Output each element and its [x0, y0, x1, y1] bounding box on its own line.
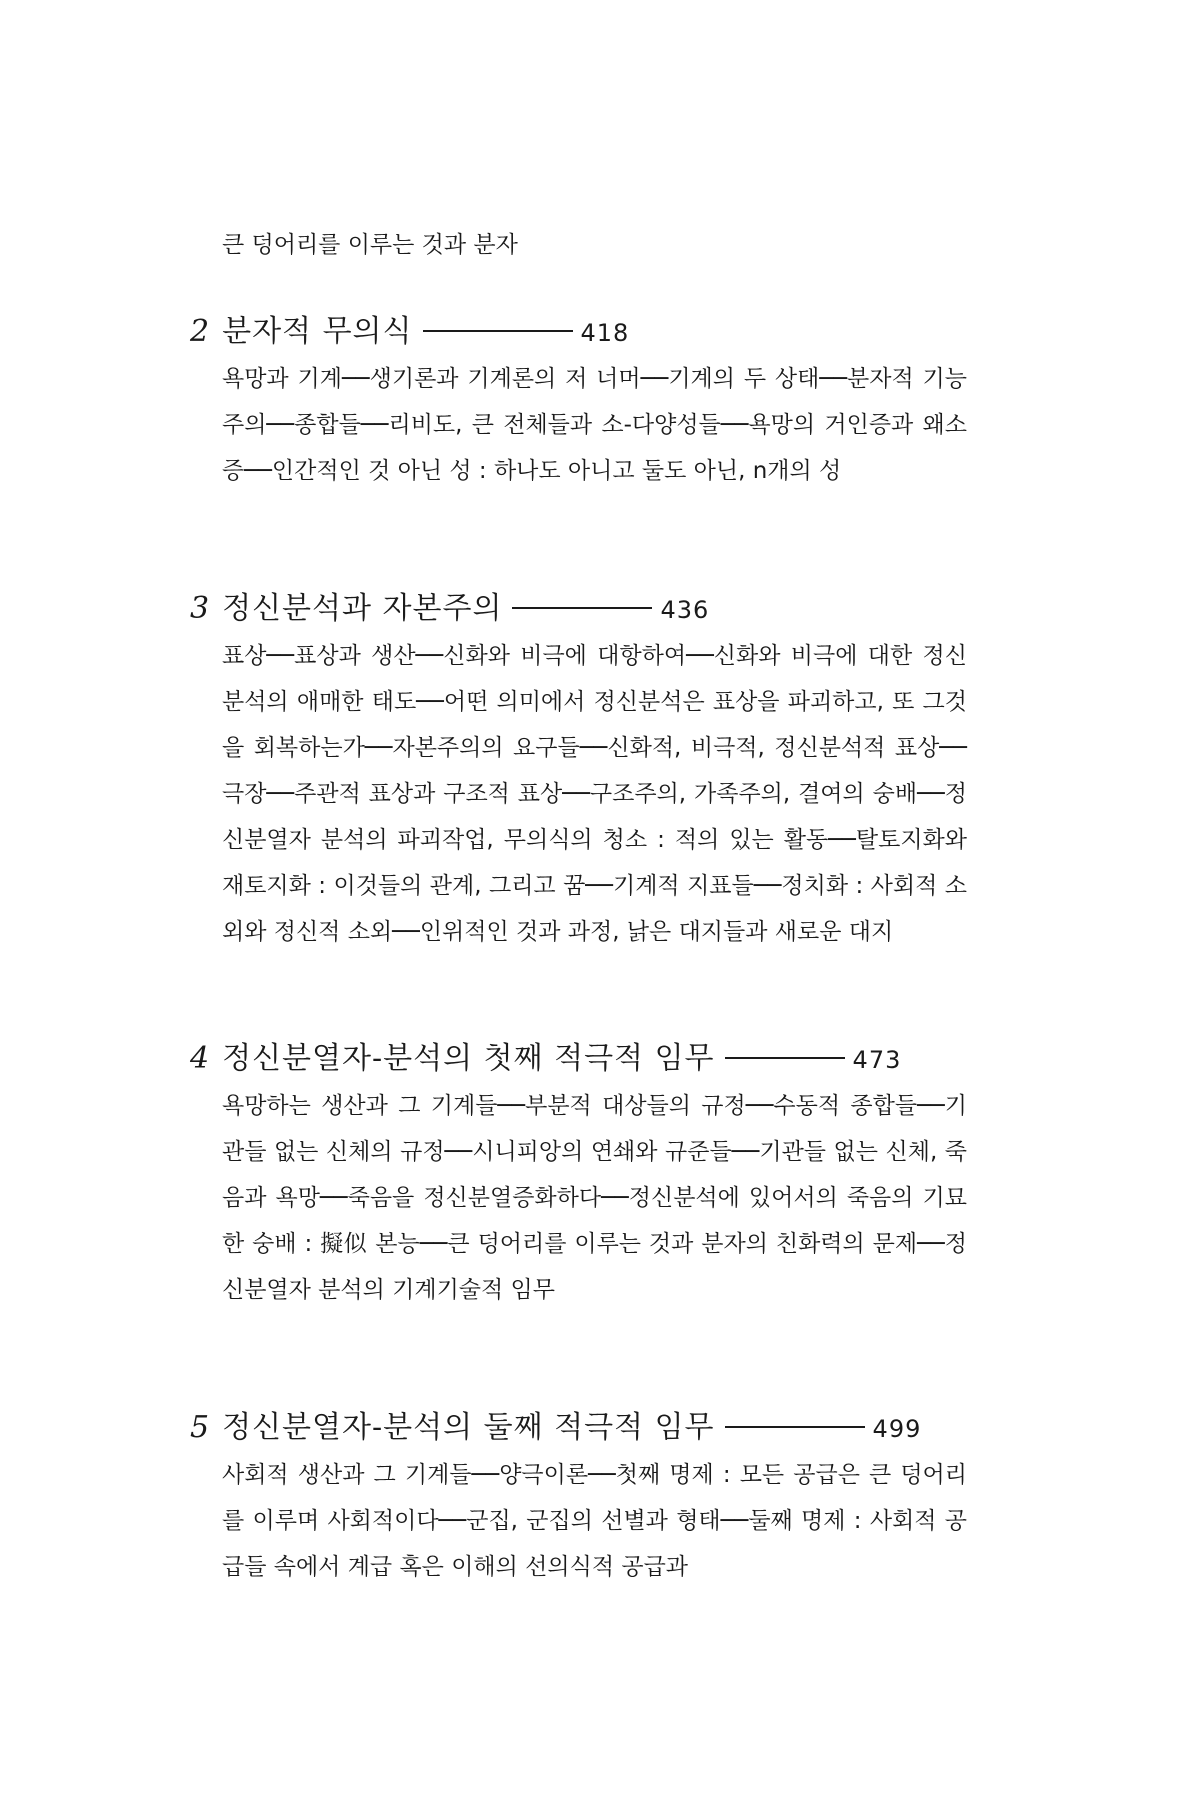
section-number: 3 [190, 591, 211, 626]
section-page-number: 473 [852, 1046, 902, 1074]
toc-section-2 [190, 308, 970, 494]
section-title: 정신분열자-분석의 첫째 적극적 임무 [222, 1041, 715, 1076]
section-heading [190, 1035, 970, 1083]
section-summary: 욕망하는 생산과 그 기계들──부분적 대상들의 규정──수동적 종합들──기관들 없는 신체의 규정──시니피앙의 연쇄와 규준들──기관들 없는 신체, 죽음과 욕망──죽음을 정신분열증화하다──정신분석에 있어서의 죽음의 기묘한 숭배 : 擬似 본능──큰 덩어리를 이루는 것과 분자의 친화력의 문제──정신분열자 분석의 기계기술적 임무 [222, 1093, 967, 1303]
section-page-number: 418 [580, 319, 630, 347]
section-page-number: 499 [872, 1415, 922, 1443]
leader-rule [725, 1426, 865, 1428]
section-title: 정신분석과 자본주의 [222, 591, 503, 626]
toc-section-3 [190, 585, 970, 955]
section-summary: 표상──표상과 생산──신화와 비극에 대항하여──신화와 비극에 대한 정신분석의 애매한 태도──어떤 의미에서 정신분석은 표상을 파괴하고, 또 그것을 회복하는가──자본주의의 요구들──신화적, 비극적, 정신분석적 표상──극장──주관적 표상과 구조적 표상──구조주의, 가족주의, 결여의 숭배──정신분열자 분석의 파괴작업, 무의식의 청소 : 적의 있는 활동──탈토지화와 재토지화 : 이것들의 관계, 그리고 꿈──기계적 지표들──정치화 : 사회적 소외와 정신적 소외──인위적인 것과 과정, 낡은 대지들과 새로운 대지 [222, 643, 967, 945]
section-title: 분자적 무의식 [222, 314, 413, 349]
leader-rule [512, 607, 652, 609]
section-heading [190, 1404, 970, 1452]
toc-section-4 [190, 1035, 970, 1313]
continuation-line: 큰 덩어리를 이루는 것과 분자 [222, 232, 518, 258]
section-summary: 욕망과 기계──생기론과 기계론의 저 너머──기계의 두 상태──분자적 기능주의──종합들──리비도, 큰 전체들과 소-다양성들──욕망의 거인증과 왜소증──인간적인 것 아닌 성 : 하나도 아니고 둘도 아닌, n개의 성 [222, 366, 967, 484]
section-title: 정신분열자-분석의 둘째 적극적 임무 [222, 1410, 715, 1445]
section-summary: 사회적 생산과 그 기계들──양극이론──첫째 명제 : 모든 공급은 큰 덩어리를 이루며 사회적이다──군집, 군집의 선별과 형태──둘째 명제 : 사회적 공급들 속에서 계급 혹은 이해의 선의식적 공급과 [222, 1462, 967, 1580]
section-number: 4 [190, 1041, 211, 1076]
section-number: 2 [190, 314, 211, 349]
section-page-number: 436 [660, 596, 710, 624]
section-heading [190, 308, 970, 356]
leader-rule [725, 1057, 845, 1059]
leader-rule [423, 330, 573, 332]
section-number: 5 [190, 1410, 211, 1445]
section-heading [190, 585, 970, 633]
toc-section-5 [190, 1404, 970, 1590]
